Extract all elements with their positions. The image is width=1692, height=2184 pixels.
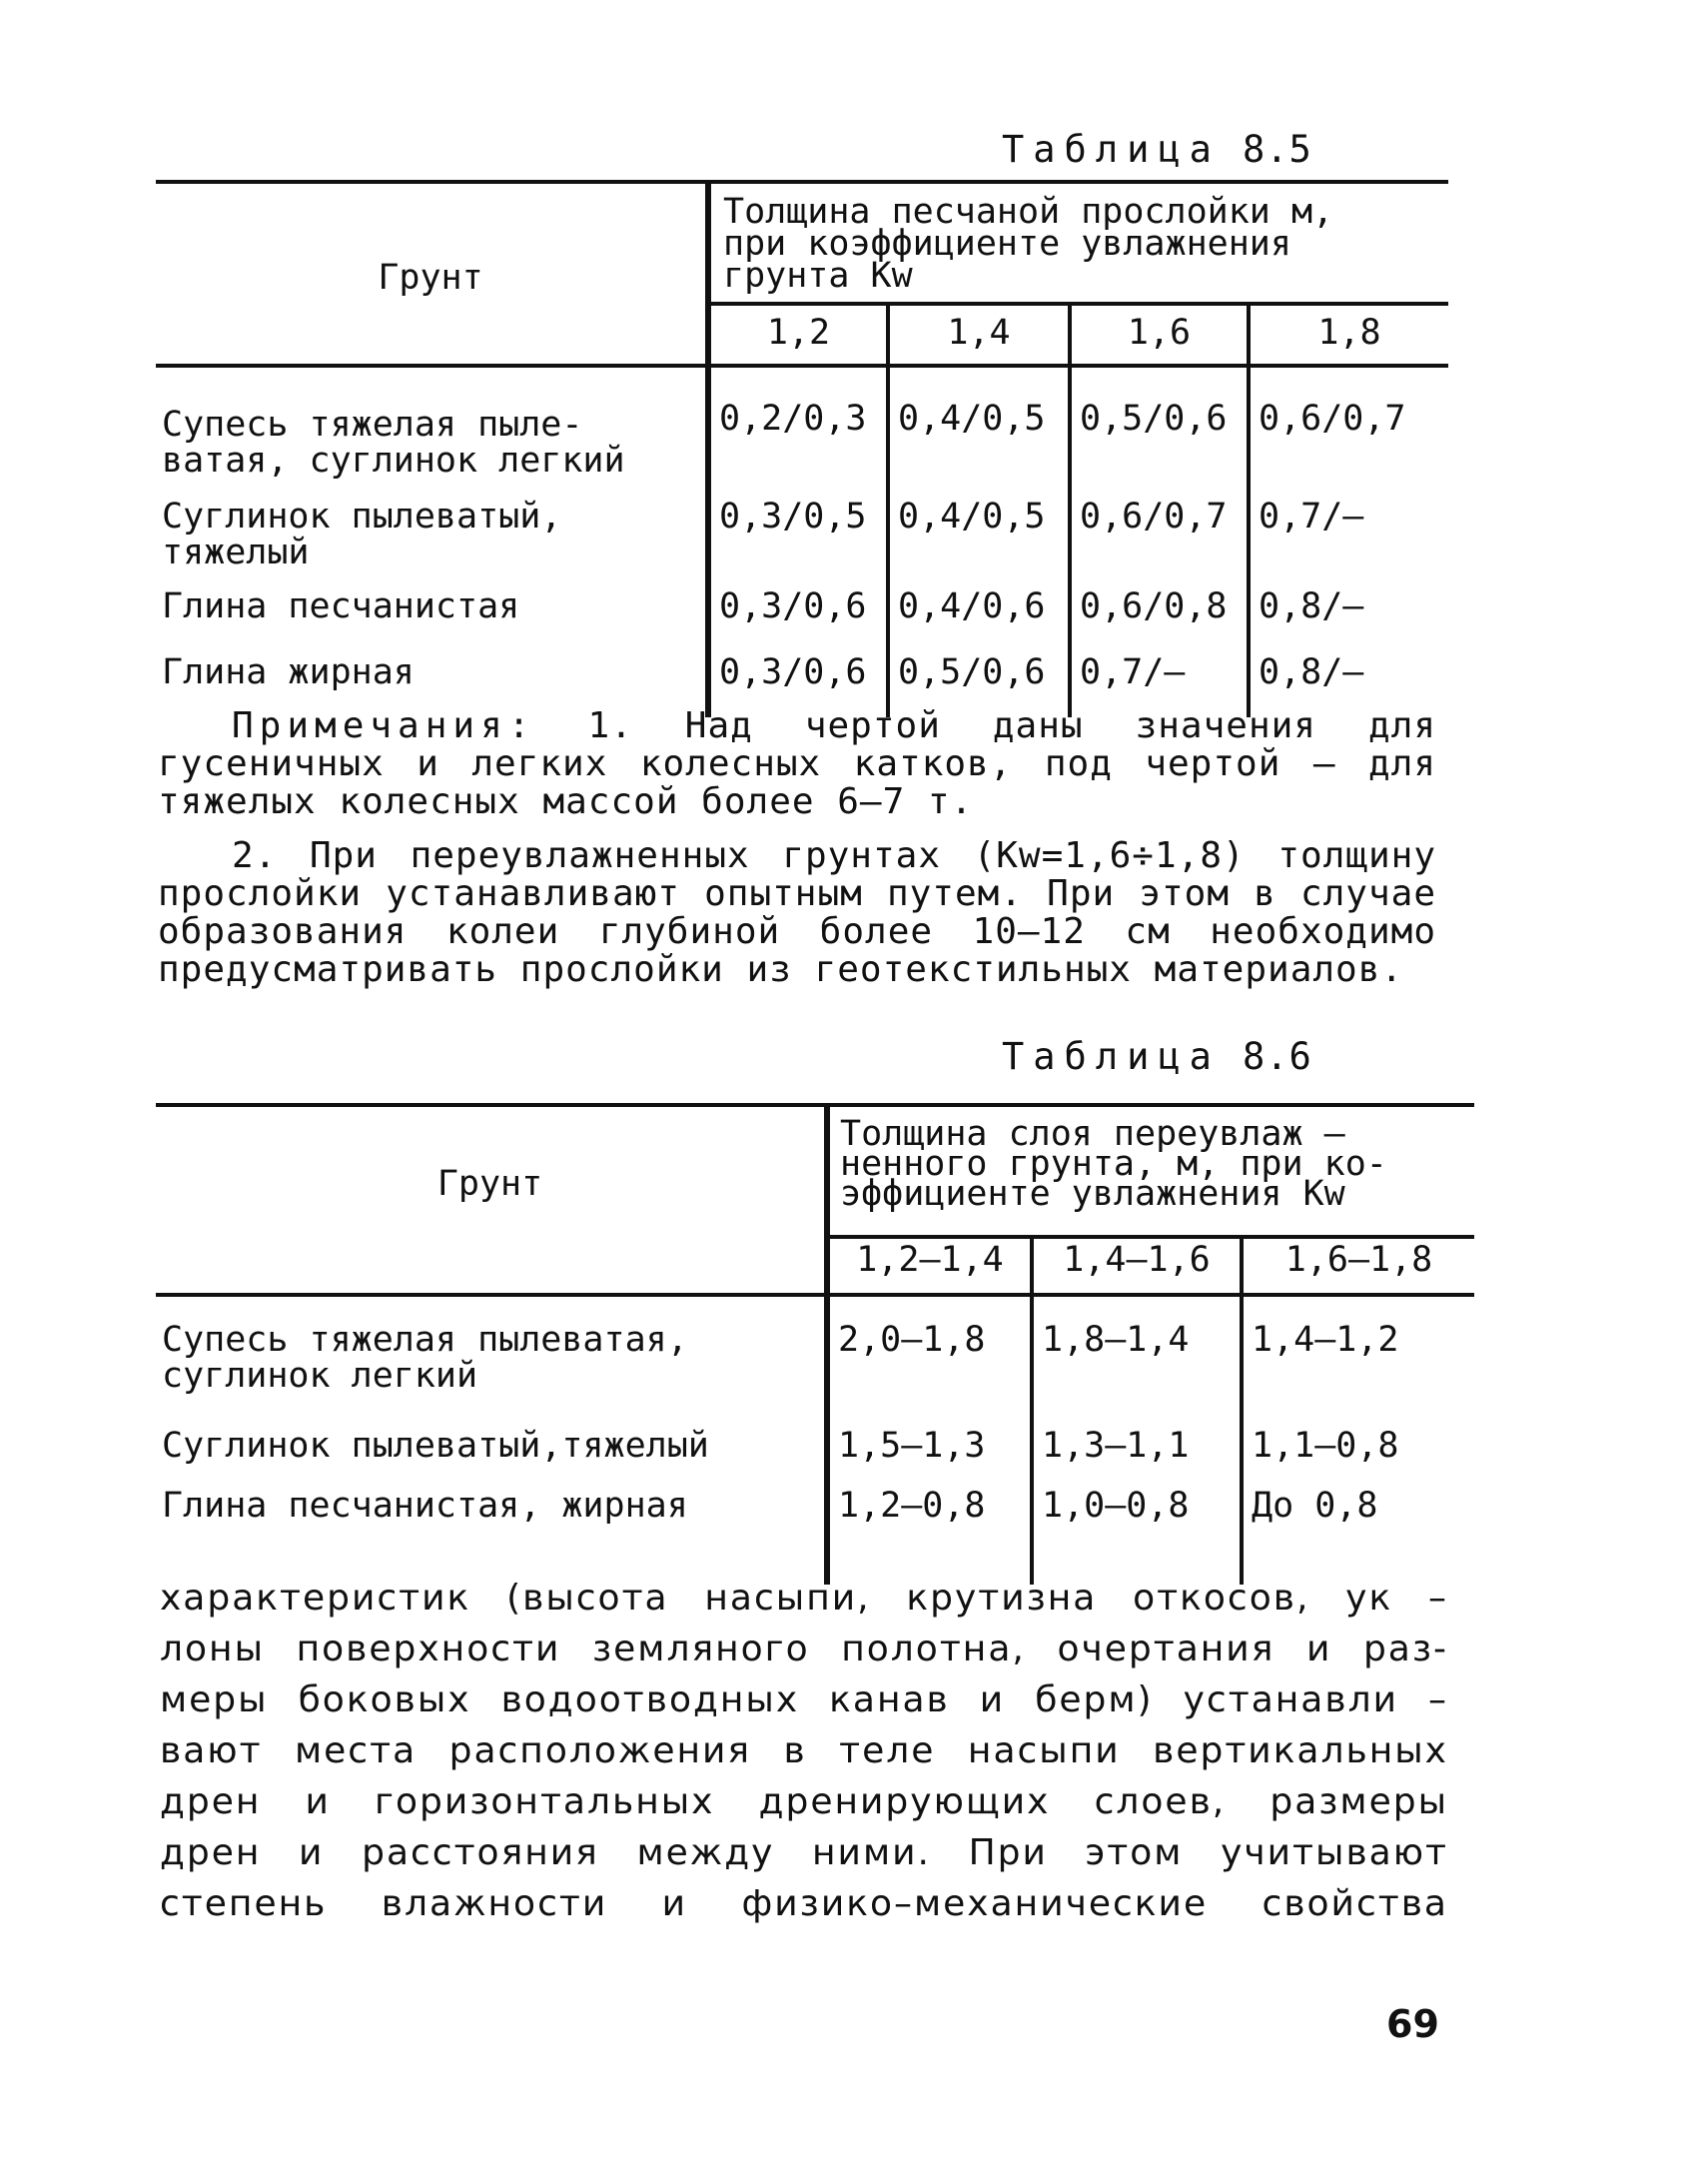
thickness-header: Толщина слоя переувлаж – ненного грунта, м, при ко- эффициенте увлажнения Kw bbox=[827, 1105, 1474, 1237]
table-row bbox=[156, 575, 1448, 645]
table-row bbox=[156, 1485, 1474, 1585]
value-cell: 0,3/0,6 bbox=[708, 575, 888, 645]
value-cell: 1,2–0,8 bbox=[827, 1485, 1032, 1585]
value-cell: 1,0–0,8 bbox=[1032, 1485, 1242, 1585]
value-cell: 1,8–1,4 bbox=[1032, 1295, 1242, 1423]
value-cell: 1,3–1,1 bbox=[1032, 1423, 1242, 1485]
value-cell: 0,7/– bbox=[1249, 490, 1448, 575]
soil-label: Супесь тяжелая пылеватая, суглинок легкий bbox=[162, 1320, 688, 1396]
body-line: меры боковых водоотводных канав и берм) устанавли – bbox=[160, 1679, 1448, 1720]
thickness-header: Толщина песчаной прослойки м, при коэффициенте увлажнения грунта Kw bbox=[708, 182, 1448, 304]
soil-column-header: Грунт bbox=[156, 1105, 827, 1295]
soil-column-header: Грунт bbox=[156, 182, 708, 366]
value-cell: 0,6/0,7 bbox=[1070, 490, 1249, 575]
body-line: дрен и расстояния между ними. При этом учитывают bbox=[160, 1832, 1448, 1873]
value-cell: 0,4/0,6 bbox=[888, 575, 1070, 645]
body-text bbox=[160, 1573, 1448, 1929]
body-line: характеристик (высота насыпи, крутизна откосов, ук – bbox=[160, 1578, 1448, 1619]
body-line: степень влажности и физико–механические свойства bbox=[160, 1883, 1448, 1924]
caption-word: Таблица bbox=[1002, 128, 1221, 171]
value-cell: 0,2/0,3 bbox=[708, 366, 888, 490]
table-8-6-caption bbox=[1002, 1035, 1312, 1078]
body-line: лоны поверхности земляного полотна, очертания и раз- bbox=[160, 1629, 1448, 1669]
value-cell: 1,1–0,8 bbox=[1242, 1423, 1474, 1485]
kw-col-1-6-1-8: 1,6–1,8 bbox=[1242, 1237, 1474, 1295]
table-row bbox=[156, 1295, 1474, 1423]
table-row bbox=[156, 366, 1448, 490]
table-row bbox=[156, 1423, 1474, 1485]
kw-col-1-4-1-6: 1,4–1,6 bbox=[1032, 1237, 1242, 1295]
page-number: 69 bbox=[1386, 2002, 1439, 2046]
soil-label: Суглинок пылеватый,тяжелый bbox=[162, 1426, 709, 1466]
table-row bbox=[156, 490, 1448, 575]
value-cell: 2,0–1,8 bbox=[827, 1295, 1032, 1423]
note-1-text: 1. Над чертой даны значения для гусеничных и легких колесных катков, под чертой – для тяжелых колесных массой более 6–7 т. bbox=[158, 705, 1436, 822]
caption-number: 8.6 bbox=[1242, 1035, 1312, 1078]
body-line: вают места расположения в теле насыпи вертикальных bbox=[160, 1730, 1448, 1771]
note-1 bbox=[158, 707, 1436, 821]
kw-col-1-2: 1,2 bbox=[708, 304, 888, 366]
value-cell: 0,6/0,8 bbox=[1070, 575, 1249, 645]
soil-label: Супесь тяжелая пыле- ватая, суглинок легкий bbox=[162, 405, 625, 481]
table-8-5-caption bbox=[1002, 128, 1312, 171]
kw-col-1-6: 1,6 bbox=[1070, 304, 1249, 366]
kw-col-1-8: 1,8 bbox=[1249, 304, 1448, 366]
table-8-6 bbox=[156, 1103, 1474, 1585]
value-cell: 0,3/0,6 bbox=[708, 645, 888, 717]
soil-label: Глина жирная bbox=[162, 652, 415, 692]
value-cell: 0,8/– bbox=[1249, 575, 1448, 645]
value-cell: 0,4/0,5 bbox=[888, 366, 1070, 490]
value-cell: 1,5–1,3 bbox=[827, 1423, 1032, 1485]
caption-number: 8.5 bbox=[1242, 128, 1312, 171]
table-8-5 bbox=[156, 180, 1448, 717]
kw-col-1-4: 1,4 bbox=[888, 304, 1070, 366]
value-cell: 0,3/0,5 bbox=[708, 490, 888, 575]
soil-label: Глина песчанистая bbox=[162, 586, 520, 626]
value-cell: 0,5/0,6 bbox=[888, 645, 1070, 717]
value-cell: 0,4/0,5 bbox=[888, 490, 1070, 575]
note-label: Примечания: bbox=[232, 705, 536, 746]
kw-col-1-2-1-4: 1,2–1,4 bbox=[827, 1237, 1032, 1295]
value-cell: 0,6/0,7 bbox=[1249, 366, 1448, 490]
note-2: 2. При переувлажненных грунтах (Kw=1,6÷1,8) толщину прослойки устанавливают опытным путем. При этом в случае образования колеи глубиной более 10–12 см необходимо предусматривать прослойки из геотекстильных материалов. bbox=[158, 835, 1436, 990]
body-line: дрен и горизонтальных дренирующих слоев, размеры bbox=[160, 1781, 1448, 1822]
soil-label: Глина песчанистая, жирная bbox=[162, 1486, 688, 1526]
value-cell: До 0,8 bbox=[1242, 1485, 1474, 1585]
value-cell: 0,8/– bbox=[1249, 645, 1448, 717]
caption-word: Таблица bbox=[1002, 1035, 1221, 1078]
value-cell: 0,7/– bbox=[1070, 645, 1249, 717]
value-cell: 0,5/0,6 bbox=[1070, 366, 1249, 490]
soil-label: Суглинок пылеватый, тяжелый bbox=[162, 497, 562, 572]
value-cell: 1,4–1,2 bbox=[1242, 1295, 1474, 1423]
